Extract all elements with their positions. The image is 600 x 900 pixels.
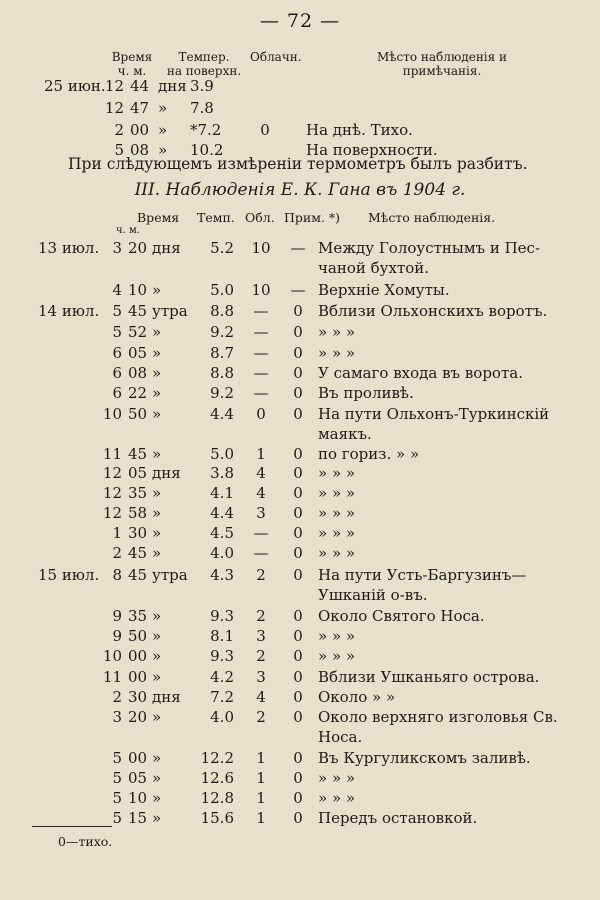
- minute-cell: 10: [128, 789, 148, 807]
- daypart-cell: »: [152, 364, 162, 382]
- hour-cell: 9: [112, 627, 122, 645]
- note-cell: 0: [293, 384, 303, 402]
- minute-cell: 50: [128, 405, 148, 423]
- clouds-cell: 10: [251, 239, 271, 257]
- temp-cell: 4.4: [210, 504, 234, 522]
- note-cell: 0: [293, 688, 303, 706]
- place-cell: Верхніе Хомуты.: [318, 281, 450, 299]
- hour-cell: 2: [114, 121, 124, 139]
- s1-header-place-sub: примѣчанія.: [402, 64, 482, 78]
- clouds-cell: 3: [256, 627, 266, 645]
- daypart-cell: »: [152, 484, 162, 502]
- note-cell: 0: [293, 504, 303, 522]
- hour-cell: 6: [112, 364, 122, 382]
- clouds-cell: [250, 258, 272, 278]
- hour-cell: 12: [102, 504, 122, 522]
- hour-cell: 3: [112, 239, 122, 257]
- clouds-cell: 0: [256, 405, 266, 423]
- minute-cell: 35: [128, 484, 148, 502]
- temp-cell: 5.2: [210, 239, 234, 257]
- s1-header-time-label: Время: [111, 50, 153, 64]
- daypart-cell: »: [158, 121, 168, 139]
- hour-cell: [94, 258, 122, 278]
- note-cell: 0: [293, 344, 303, 362]
- section-title: III. Наблюденія Е. К. Гана въ 1904 г.: [134, 180, 466, 200]
- place-cell: На днѣ. Тихо.: [306, 121, 413, 139]
- hour-cell: [94, 585, 122, 605]
- clouds-cell: [250, 585, 272, 605]
- clouds-cell: [250, 727, 272, 747]
- s1-header-place-label: Мѣсто наблюденія и: [376, 50, 508, 64]
- note-cell: 0: [293, 524, 303, 542]
- daypart-cell: »: [158, 99, 168, 117]
- place-cell: чаной бухтой.: [318, 259, 430, 277]
- s2-header-time-sub: ч. м.: [116, 225, 140, 236]
- note-cell: 0: [293, 668, 303, 686]
- s1-note: При слѣдующемъ измѣреніи термометръ былъ разбитъ.: [68, 155, 528, 173]
- note-cell: 0: [293, 566, 303, 584]
- place-cell: » » »: [318, 323, 356, 341]
- date-cell: 14 июл.: [38, 302, 100, 320]
- daypart-cell: »: [152, 607, 162, 625]
- temp-cell: 9.2: [210, 323, 234, 341]
- temp-cell: 4.4: [210, 405, 234, 423]
- clouds-cell: —: [253, 384, 269, 402]
- temp-cell: [196, 258, 234, 278]
- clouds-cell: 2: [256, 708, 266, 726]
- temp-cell: 12.2: [200, 749, 234, 767]
- clouds-cell: —: [253, 302, 269, 320]
- hour-cell: 10: [102, 405, 122, 423]
- clouds-cell: [255, 76, 275, 96]
- temp-cell: 7.8: [190, 99, 214, 117]
- minute-cell: 47: [130, 99, 150, 117]
- place-cell: » » »: [318, 504, 356, 522]
- temp-cell: 9.2: [210, 384, 234, 402]
- minute-cell: 05: [128, 464, 148, 482]
- s2-header-note: Прим. *): [284, 210, 341, 225]
- hour-cell: 6: [112, 384, 122, 402]
- temp-cell: 9.3: [210, 607, 234, 625]
- place-cell: На поверхности.: [306, 141, 438, 159]
- place-cell: Около » »: [318, 688, 396, 706]
- hour-cell: [94, 424, 122, 444]
- daypart-cell: дня: [152, 239, 181, 257]
- place-cell: » » »: [318, 524, 356, 542]
- daypart-cell: »: [152, 647, 162, 665]
- minute-cell: 20: [128, 708, 148, 726]
- note-cell: 0: [293, 484, 303, 502]
- s1-header-clouds: Облачн.: [250, 50, 302, 64]
- daypart-cell: »: [152, 323, 162, 341]
- hour-cell: 5: [112, 749, 122, 767]
- note-cell: —: [290, 239, 306, 257]
- place-cell: Ушканій о-въ.: [318, 586, 428, 604]
- hour-cell: 2: [112, 544, 122, 562]
- clouds-cell: 1: [256, 445, 266, 463]
- note-cell: 0: [293, 789, 303, 807]
- hour-cell: 1: [112, 524, 122, 542]
- clouds-cell: —: [253, 323, 269, 341]
- temp-cell: 12.8: [200, 789, 234, 807]
- daypart-cell: »: [152, 789, 162, 807]
- s1-header-temp-sub: на поверхн.: [166, 64, 242, 78]
- place-cell: » » »: [318, 789, 356, 807]
- place-cell: На пути Усть-Баргузинъ—: [318, 566, 527, 584]
- daypart-cell: »: [152, 445, 162, 463]
- place-cell: Носа.: [318, 728, 363, 746]
- clouds-cell: 2: [256, 647, 266, 665]
- place-cell: » » »: [318, 344, 356, 362]
- note-cell: 0: [293, 809, 303, 827]
- hour-cell: 5: [112, 789, 122, 807]
- clouds-cell: —: [253, 364, 269, 382]
- temp-cell: [196, 727, 234, 747]
- place-cell: Въ Кургуликскомъ заливѣ.: [318, 749, 531, 767]
- temp-cell: 9.3: [210, 647, 234, 665]
- minute-cell: 45: [128, 302, 148, 320]
- s1-header-temp-label: Темпер.: [178, 50, 230, 64]
- hour-cell: 5: [112, 769, 122, 787]
- place-cell: » » »: [318, 484, 356, 502]
- hour-cell: 12: [102, 484, 122, 502]
- hour-cell: 4: [112, 281, 122, 299]
- daypart-cell: »: [152, 749, 162, 767]
- daypart-cell: »: [152, 708, 162, 726]
- daypart-cell: дня: [158, 77, 187, 95]
- hour-cell: 12: [104, 77, 124, 95]
- hour-cell: 8: [112, 566, 122, 584]
- minute-cell: 50: [128, 627, 148, 645]
- place-cell: » » »: [318, 769, 356, 787]
- clouds-cell: [255, 98, 275, 118]
- date-cell: 15 июл.: [38, 566, 100, 584]
- s2-header-temp: Темп.: [197, 210, 235, 225]
- hour-cell: [94, 727, 122, 747]
- hour-cell: 11: [102, 668, 122, 686]
- note-cell: 0: [293, 749, 303, 767]
- page-number: — 72 —: [259, 10, 341, 32]
- place-cell: » » »: [318, 464, 356, 482]
- daypart-cell: »: [152, 524, 162, 542]
- clouds-cell: —: [253, 524, 269, 542]
- minute-cell: 00: [128, 668, 148, 686]
- hour-cell: 5: [112, 323, 122, 341]
- daypart-cell: дня: [152, 688, 181, 706]
- clouds-cell: —: [253, 544, 269, 562]
- note-cell: 0: [293, 323, 303, 341]
- temp-cell: 5.0: [210, 445, 234, 463]
- s2-header-time: Время: [137, 210, 180, 225]
- note-cell: 0: [293, 544, 303, 562]
- note-cell: 0: [293, 647, 303, 665]
- temp-cell: 3.9: [190, 77, 214, 95]
- hour-cell: 5: [112, 302, 122, 320]
- minute-cell: 05: [128, 344, 148, 362]
- hour-cell: 10: [102, 647, 122, 665]
- minute-cell: 58: [128, 504, 148, 522]
- place-cell: У самаго входа въ ворота.: [318, 364, 523, 382]
- clouds-cell: 3: [256, 504, 266, 522]
- place-cell: Вблизи Ольхонскихъ воротъ.: [318, 302, 548, 320]
- minute-cell: 05: [128, 769, 148, 787]
- place-cell: по гориз. » »: [318, 445, 420, 463]
- s2-header-place: Мѣсто наблюденія.: [368, 210, 496, 225]
- place-cell: Передъ остановкой.: [318, 809, 478, 827]
- daypart-cell: »: [152, 504, 162, 522]
- minute-cell: 44: [130, 77, 150, 95]
- s2-header-clouds: Обл.: [245, 210, 275, 225]
- place-cell: » » »: [318, 647, 356, 665]
- daypart-cell: »: [152, 544, 162, 562]
- minute-cell: 10: [128, 281, 148, 299]
- minute-cell: 22: [128, 384, 148, 402]
- place-cell: На пути Ольхонъ-Туркинскій: [318, 405, 550, 423]
- note-cell: 0: [293, 364, 303, 382]
- clouds-cell: 0: [260, 121, 270, 139]
- temp-cell: 8.8: [210, 364, 234, 382]
- place-cell: Между Голоустнымъ и Пес-: [318, 239, 541, 257]
- minute-cell: 08: [128, 364, 148, 382]
- footnote: 0—тихо.: [58, 834, 113, 849]
- s1-header-place: [352, 50, 532, 78]
- daypart-cell: »: [152, 344, 162, 362]
- minute-cell: 30: [128, 688, 148, 706]
- temp-cell: *7.2: [190, 121, 222, 139]
- daypart-cell: »: [152, 627, 162, 645]
- temp-cell: 4.5: [210, 524, 234, 542]
- temp-cell: 12.6: [200, 769, 234, 787]
- s1-header-time: [106, 50, 158, 78]
- s1-header-temp: [166, 50, 242, 78]
- temp-cell: 3.8: [210, 464, 234, 482]
- temp-cell: 5.0: [210, 281, 234, 299]
- hour-cell: 12: [102, 464, 122, 482]
- daypart-cell: »: [152, 384, 162, 402]
- minute-cell: 15: [128, 809, 148, 827]
- clouds-cell: 1: [256, 769, 266, 787]
- temp-cell: 4.0: [210, 544, 234, 562]
- clouds-cell: [250, 424, 272, 444]
- hour-cell: 3: [112, 708, 122, 726]
- daypart-cell: утра: [152, 566, 188, 584]
- temp-cell: 15.6: [200, 809, 234, 827]
- date-cell: 25 июн.: [44, 77, 106, 95]
- daypart-cell: »: [158, 141, 168, 159]
- clouds-cell: 4: [256, 484, 266, 502]
- footnote-rule: [32, 826, 112, 827]
- note-cell: 0: [293, 708, 303, 726]
- minute-cell: 00: [130, 121, 150, 139]
- daypart-cell: »: [152, 281, 162, 299]
- hour-cell: 11: [102, 445, 122, 463]
- minute-cell: 20: [128, 239, 148, 257]
- place-cell: Въ проливѣ.: [318, 384, 414, 402]
- date-cell: 13 июл.: [38, 239, 100, 257]
- temp-cell: 8.8: [210, 302, 234, 320]
- daypart-cell: »: [152, 405, 162, 423]
- minute-cell: 45: [128, 566, 148, 584]
- temp-cell: 8.7: [210, 344, 234, 362]
- minute-cell: 52: [128, 323, 148, 341]
- note-cell: [287, 424, 309, 444]
- note-cell: 0: [293, 405, 303, 423]
- note-cell: 0: [293, 607, 303, 625]
- temp-cell: 8.1: [210, 627, 234, 645]
- clouds-cell: 1: [256, 809, 266, 827]
- note-cell: —: [290, 281, 306, 299]
- clouds-cell: 4: [256, 464, 266, 482]
- daypart-cell: утра: [152, 302, 188, 320]
- note-cell: [287, 258, 309, 278]
- place-cell: Около верхняго изголовья Св.: [318, 708, 558, 726]
- note-cell: 0: [293, 464, 303, 482]
- minute-cell: 45: [128, 445, 148, 463]
- clouds-cell: 3: [256, 668, 266, 686]
- clouds-cell: 10: [251, 281, 271, 299]
- temp-cell: 7.2: [210, 688, 234, 706]
- clouds-cell: 1: [256, 749, 266, 767]
- daypart-cell: »: [152, 668, 162, 686]
- clouds-cell: 1: [256, 789, 266, 807]
- hour-cell: 5: [114, 141, 124, 159]
- hour-cell: 5: [112, 809, 122, 827]
- note-cell: [287, 585, 309, 605]
- daypart-cell: дня: [152, 464, 181, 482]
- clouds-cell: 2: [256, 566, 266, 584]
- note-cell: 0: [293, 302, 303, 320]
- note-cell: [287, 727, 309, 747]
- temp-cell: 10.2: [190, 141, 224, 159]
- place-cell: » » »: [318, 544, 356, 562]
- temp-cell: 4.2: [210, 668, 234, 686]
- daypart-cell: »: [152, 809, 162, 827]
- hour-cell: 6: [112, 344, 122, 362]
- temp-cell: 4.1: [210, 484, 234, 502]
- temp-cell: 4.0: [210, 708, 234, 726]
- s1-header-time-sub: ч. м.: [117, 64, 147, 78]
- hour-cell: 9: [112, 607, 122, 625]
- minute-cell: 00: [128, 647, 148, 665]
- place-cell: Вблизи Ушканьяго острова.: [318, 668, 540, 686]
- clouds-cell: 2: [256, 607, 266, 625]
- minute-cell: 30: [128, 524, 148, 542]
- clouds-cell: 4: [256, 688, 266, 706]
- minute-cell: 45: [128, 544, 148, 562]
- temp-cell: [196, 585, 234, 605]
- place-cell: » » »: [318, 627, 356, 645]
- minute-cell: 35: [128, 607, 148, 625]
- note-cell: 0: [293, 627, 303, 645]
- place-cell: Около Святого Носа.: [318, 607, 485, 625]
- note-cell: 0: [293, 769, 303, 787]
- place-cell: маякъ.: [318, 425, 372, 443]
- hour-cell: 12: [104, 99, 124, 117]
- minute-cell: 00: [128, 749, 148, 767]
- daypart-cell: »: [152, 769, 162, 787]
- clouds-cell: —: [253, 344, 269, 362]
- temp-cell: [196, 424, 234, 444]
- minute-cell: 08: [130, 141, 150, 159]
- hour-cell: 2: [112, 688, 122, 706]
- temp-cell: 4.3: [210, 566, 234, 584]
- note-cell: 0: [293, 445, 303, 463]
